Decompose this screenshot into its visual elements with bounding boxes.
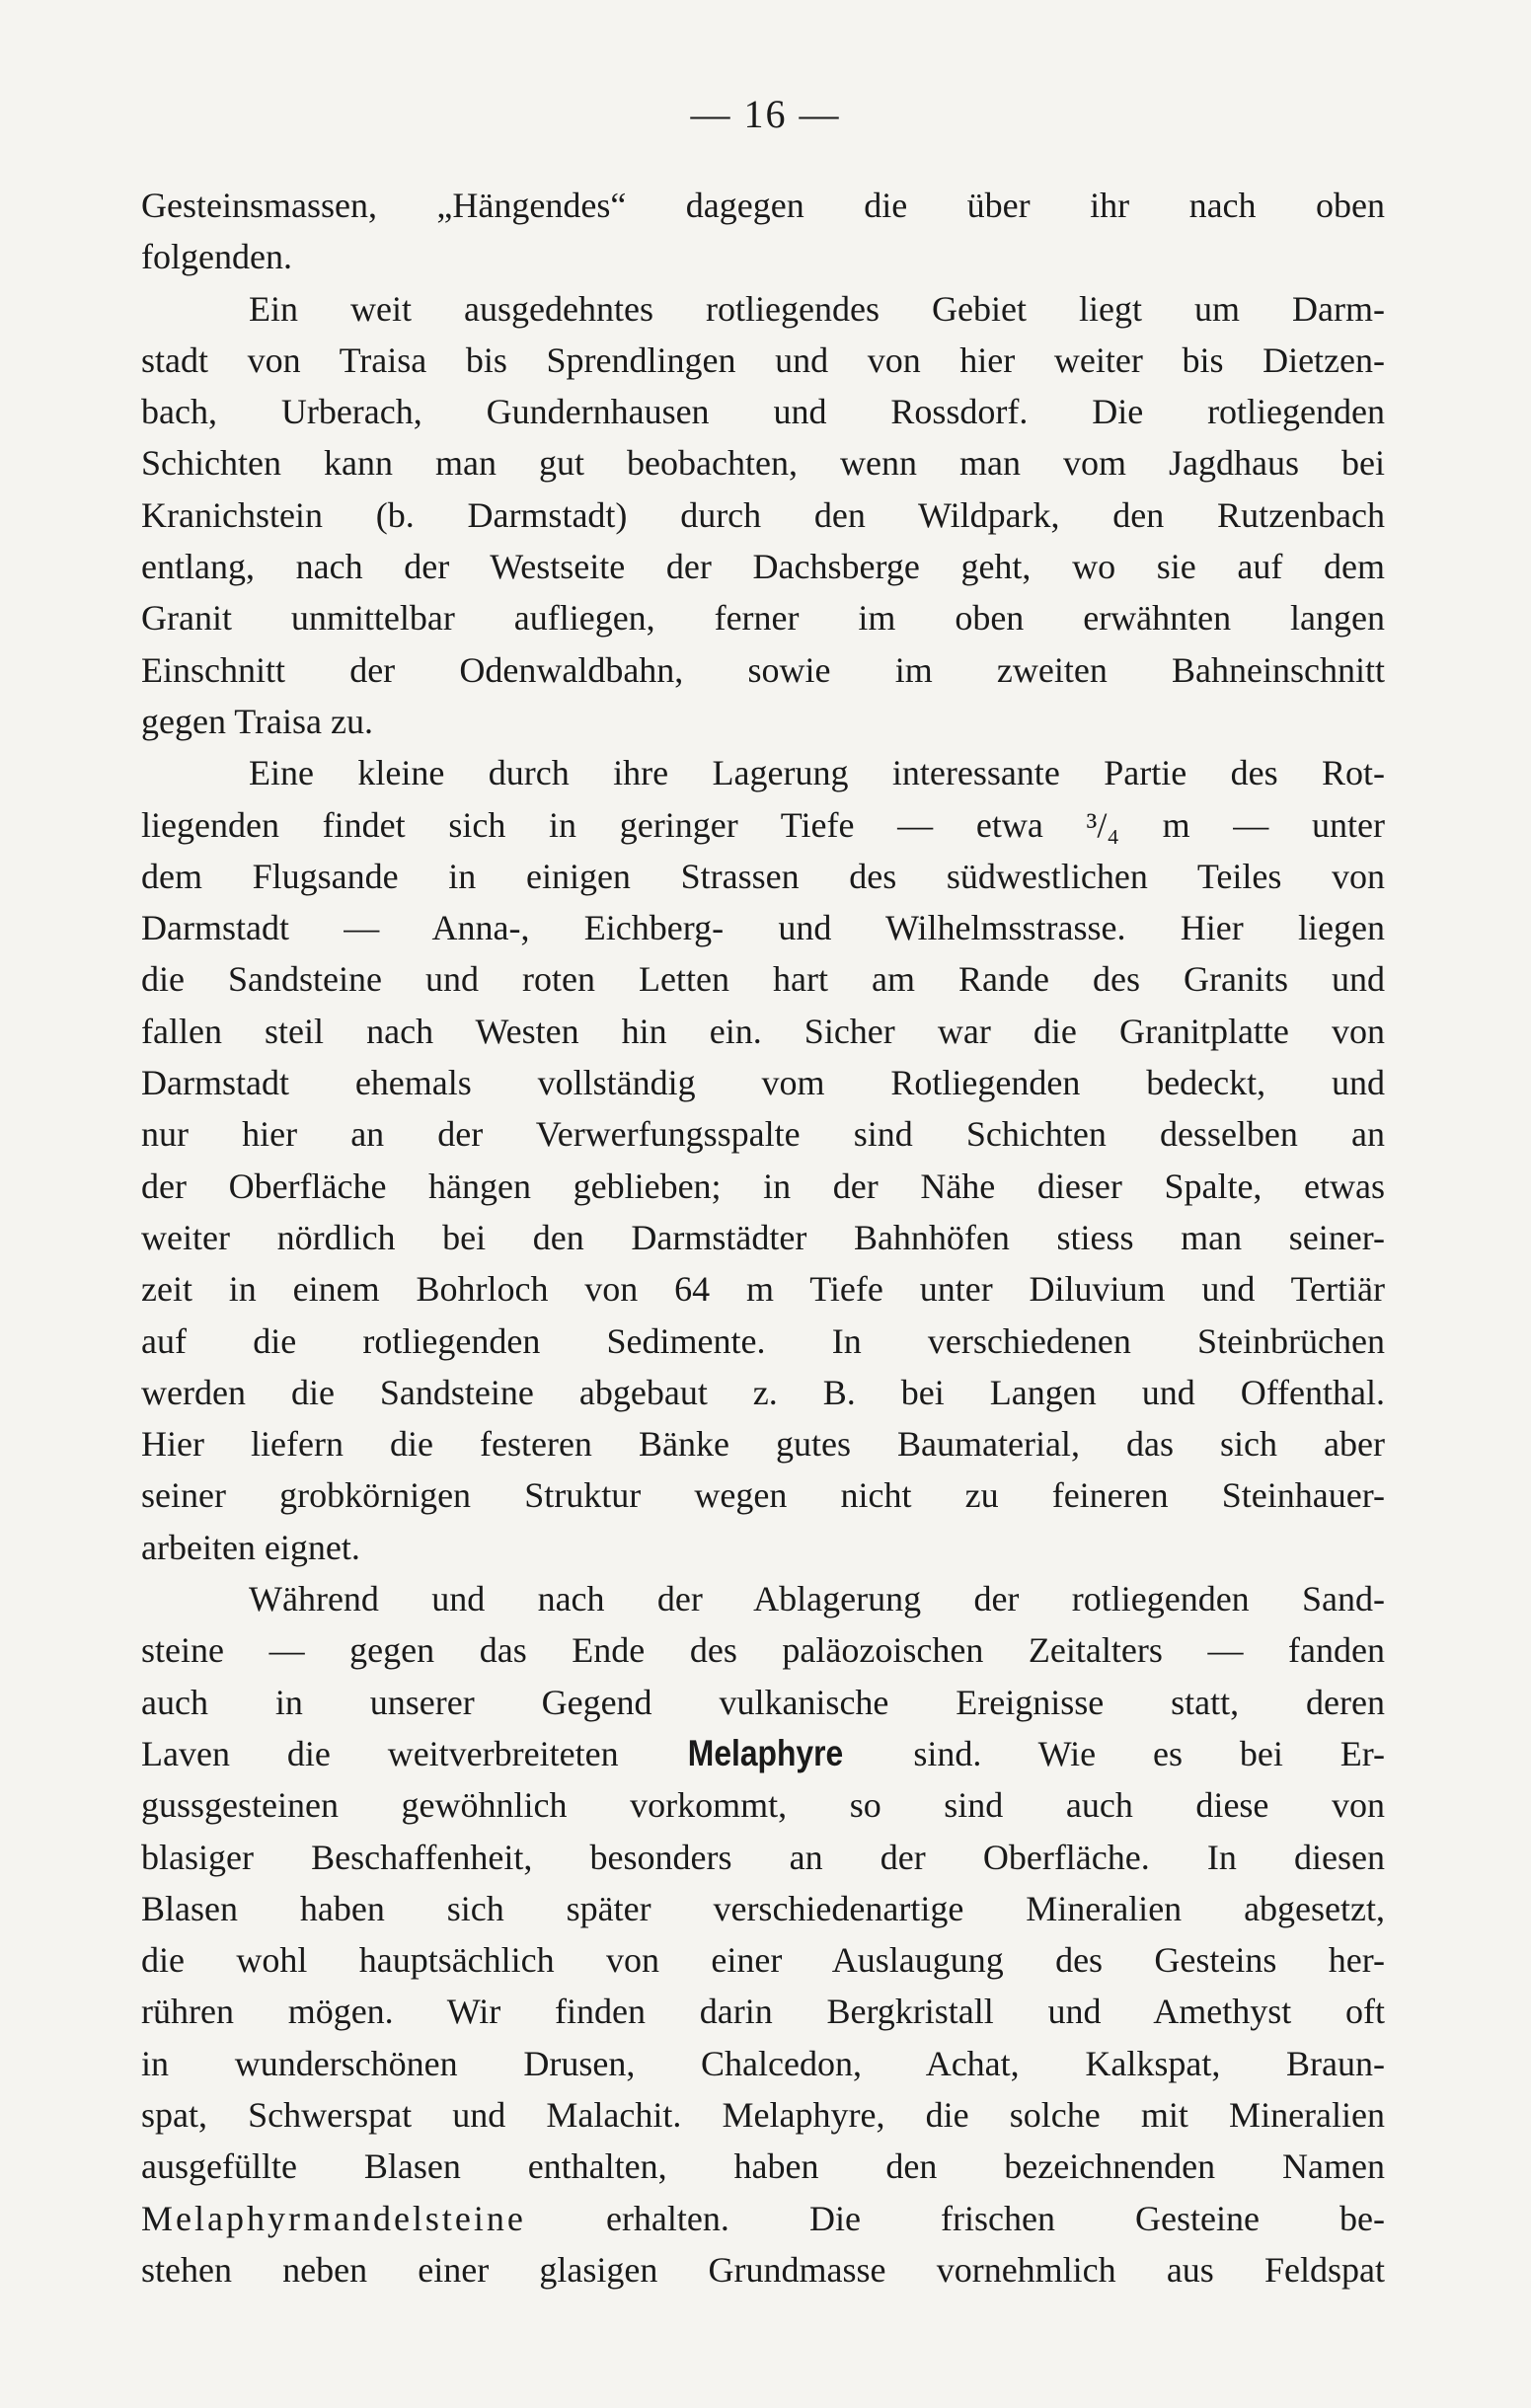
text-line: auf die rotliegenden Sedimente. In verschiedenen Steinbrüchen: [141, 1320, 1385, 1361]
emphasized-term: Melaphyre: [688, 1732, 844, 1773]
text-line: gussgesteinen gewöhnlich vorkommt, so sind auch diese von: [141, 1785, 1385, 1826]
page-number: — 16 —: [690, 92, 841, 136]
text-line: rühren mögen. Wir finden darin Bergkristall und Amethyst oft: [141, 1992, 1385, 2032]
text-line: der Oberfläche hängen geblieben; in der Nähe dieser Spalte, etwas: [141, 1166, 1385, 1206]
text-line: [141, 1728, 1385, 1779]
text-line: folgenden.: [141, 237, 292, 277]
text-line: gegen Traisa zu.: [141, 701, 373, 741]
text-line: weiter nördlich bei den Darmstädter Bahnhöfen stiess man seiner-: [141, 1217, 1385, 1257]
text-segment: Laven die weitverbreiteten: [141, 1733, 676, 1773]
text-line: Während und nach der Ablagerung der rotliegenden Sand-: [249, 1579, 1385, 1619]
body-text: [141, 180, 1385, 2295]
text-line: Einschnitt der Odenwaldbahn, sowie im zweiten Bahneinschnitt: [141, 649, 1385, 690]
text-line: fallen steil nach Westen hin ein. Sicher war die Granitplatte von: [141, 1011, 1385, 1051]
text-segment: sind. Wie es bei Er-: [856, 1733, 1386, 1773]
text-line: in wunderschönen Drusen, Chalcedon, Achat, Kalkspat, Braun-: [141, 2043, 1385, 2083]
text-line: stadt von Traisa bis Sprendlingen und von hier weiter bis Dietzen-: [141, 339, 1385, 380]
spaced-term: Melaphyrmandelsteine: [141, 2198, 526, 2238]
text-line: Blasen haben sich später verschiedenartige Mineralien abgesetzt,: [141, 1888, 1385, 1928]
text-line: blasiger Beschaffenheit, besonders an der Oberfläche. In diesen: [141, 1837, 1385, 1877]
text-segment: erhalten. Die frischen Gesteine be-: [525, 2198, 1385, 2238]
text-line: stehen neben einer glasigen Grundmasse vornehmlich aus Feldspat: [141, 2249, 1385, 2290]
text-line: Granit unmittelbar aufliegen, ferner im oben erwähnten langen: [141, 598, 1385, 639]
text-line: Schichten kann man gut beobachten, wenn man vom Jagdhaus bei: [141, 443, 1385, 484]
text-line: steine — gegen das Ende des paläozoischen Zeitalters — fanden: [141, 1630, 1385, 1671]
text-line: nur hier an der Verwerfungsspalte sind Schichten desselben an: [141, 1114, 1385, 1155]
text-line: zeit in einem Bohrloch von 64 m Tiefe unter Diluvium und Tertiär: [141, 1269, 1385, 1310]
text-line: Darmstadt — Anna-, Eichberg- und Wilhelmsstrasse. Hier liegen: [141, 908, 1385, 948]
text-line: [141, 2193, 1385, 2244]
text-line: liegenden findet sich in geringer Tiefe — etwa ³/₄ m — unter: [141, 804, 1385, 845]
text-line: die wohl hauptsächlich von einer Auslaugung des Gesteins her-: [141, 1940, 1385, 1981]
text-line: spat, Schwerspat und Malachit. Melaphyre, die solche mit Mineralien: [141, 2094, 1385, 2135]
text-line: Kranichstein (b. Darmstadt) durch den Wildpark, den Rutzenbach: [141, 494, 1385, 535]
text-line: arbeiten eignet.: [141, 1527, 360, 1567]
text-line: Hier liefern die festeren Bänke gutes Baumaterial, das sich aber: [141, 1424, 1385, 1465]
text-line: dem Flugsande in einigen Strassen des südwestlichen Teiles von: [141, 856, 1385, 896]
text-line: Ein weit ausgedehntes rotliegendes Gebiet liegt um Darm-: [249, 288, 1385, 329]
text-line: werden die Sandsteine abgebaut z. B. bei Langen und Offenthal.: [141, 1372, 1385, 1412]
text-line: die Sandsteine und roten Letten hart am Rande des Granits und: [141, 959, 1385, 1000]
text-line: ausgefüllte Blasen enthalten, haben den bezeichnenden Namen: [141, 2146, 1385, 2187]
text-line: entlang, nach der Westseite der Dachsberge geht, wo sie auf dem: [141, 547, 1385, 587]
text-line: auch in unserer Gegend vulkanische Ereignisse statt, deren: [141, 1682, 1385, 1722]
text-line: bach, Urberach, Gundernhausen und Rossdorf. Die rotliegenden: [141, 392, 1385, 432]
text-line: Gesteinsmassen, „Hängendes“ dagegen die über ihr nach oben: [141, 186, 1385, 225]
text-line: Darmstadt ehemals vollständig vom Rotliegenden bedeckt, und: [141, 1063, 1385, 1103]
text-line: seiner grobkörnigen Struktur wegen nicht zu feineren Steinhauer-: [141, 1475, 1385, 1516]
text-line: Eine kleine durch ihre Lagerung interessante Partie des Rot-: [249, 753, 1385, 793]
